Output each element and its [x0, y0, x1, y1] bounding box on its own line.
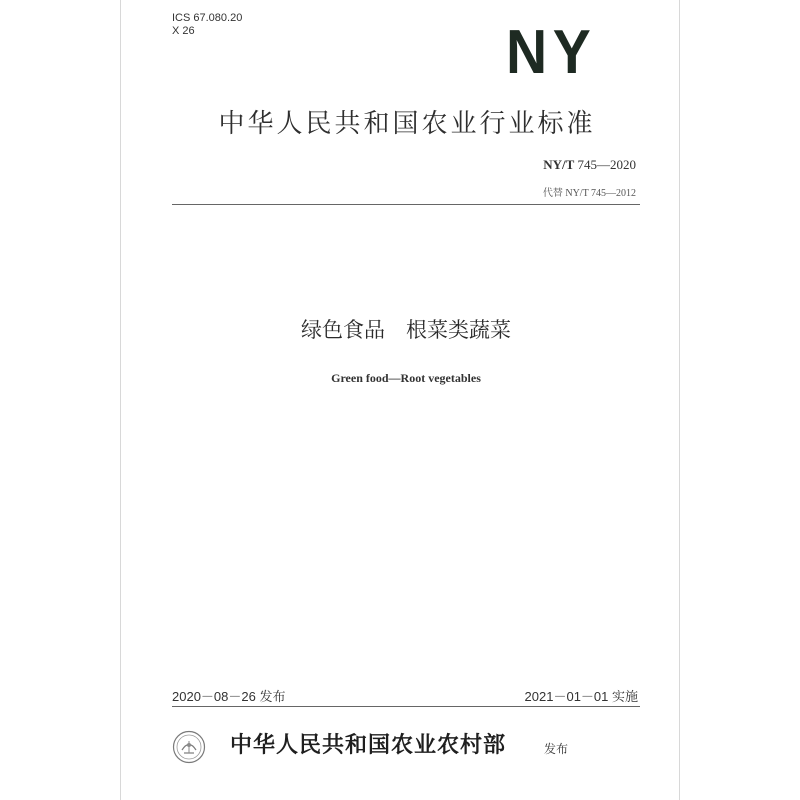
ccs-code: X 26: [172, 25, 195, 37]
document-title-english: Green food—Root vegetables: [331, 371, 481, 385]
classification-codes: [172, 12, 242, 38]
issuing-ministry: 中华人民共和国农业农村部: [230, 732, 507, 758]
top-divider: [172, 204, 640, 205]
ministry-emblem-icon: [172, 730, 206, 764]
bottom-divider: [172, 706, 640, 707]
replaces-standard: 代替 NY/T 745—2012: [542, 188, 636, 199]
standard-code: [543, 157, 636, 173]
issue-date: 2020－08－26 发布: [172, 689, 286, 704]
publish-label: 发布: [544, 742, 569, 756]
standard-code-number: 745—2020: [577, 157, 636, 172]
document-title-chinese: 绿色食品 根菜类蔬菜: [301, 318, 511, 342]
ny-logo: NY: [506, 18, 597, 87]
implementation-date: 2021－01－01 实施: [524, 689, 638, 704]
ics-code: ICS 67.080.20: [172, 12, 243, 24]
standard-category-title: 中华人民共和国农业行业标准: [218, 109, 596, 139]
standard-code-prefix: NY/T: [543, 157, 575, 172]
